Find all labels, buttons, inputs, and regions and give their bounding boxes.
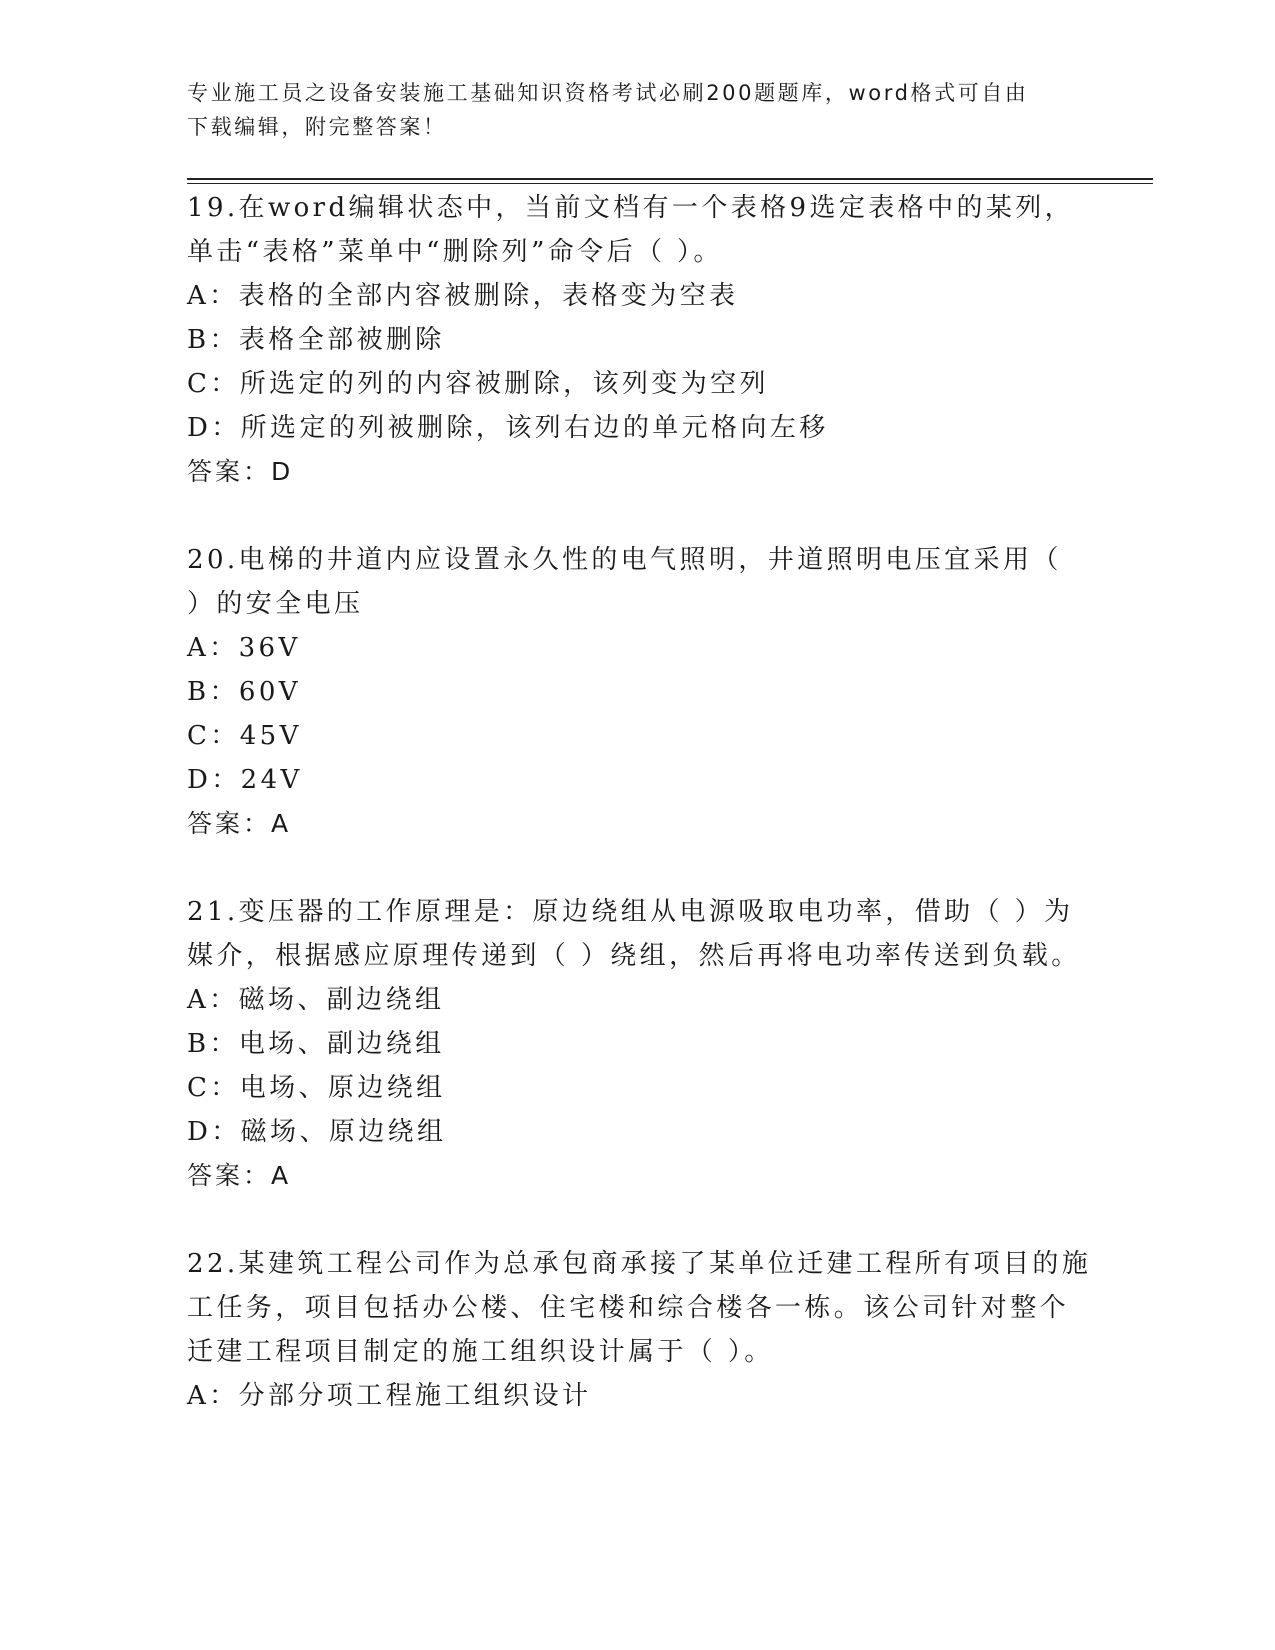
option-b: B：表格全部被删除	[187, 325, 445, 355]
question-stem-line: 媒介，根据感应原理传递到（ ）绕组，然后再将电功率传送到负载。	[187, 941, 1081, 971]
header-title-line-2: 下载编辑，附完整答案！	[187, 115, 447, 139]
option-a: A：表格的全部内容被删除，表格变为空表	[187, 281, 739, 311]
document-header	[187, 76, 1087, 144]
option-d: D：24V	[187, 765, 303, 795]
option-b: B：电场、副边绕组	[187, 1029, 445, 1059]
question-stem-line: 21.变压器的工作原理是：原边绕组从电源吸取电功率，借助（ ）为	[187, 897, 1074, 927]
option-a: A：分部分项工程施工组织设计	[187, 1381, 592, 1411]
option-c: C：所选定的列的内容被删除，该列变为空列	[187, 369, 769, 399]
question-stem-line: 22.某建筑工程公司作为总承包商承接了某单位迁建工程所有项目的施	[187, 1249, 1092, 1279]
header-divider-thick	[187, 178, 1153, 180]
option-c: C：45V	[187, 721, 302, 751]
option-b: B：60V	[187, 677, 301, 707]
question-stem-line: 工任务，项目包括办公楼、住宅楼和综合楼各一栋。该公司针对整个	[187, 1293, 1070, 1323]
question-stem-line: 单击“表格”菜单中“删除列”命令后（ ）。	[187, 237, 723, 267]
question-stem-line: 迁建工程项目制定的施工组织设计属于（ ）。	[187, 1337, 774, 1367]
option-c: C：电场、原边绕组	[187, 1073, 446, 1103]
option-d: D：磁场、原边绕组	[187, 1117, 447, 1147]
question-stem-line: ）的安全电压	[187, 589, 364, 619]
answer-label: 答案：A	[187, 1161, 292, 1190]
option-a: A：36V	[187, 633, 301, 663]
option-d: D：所选定的列被删除，该列右边的单元格向左移	[187, 413, 829, 443]
answer-label: 答案：A	[187, 809, 292, 838]
option-a: A：磁场、副边绕组	[187, 985, 445, 1015]
question-stem-line: 20.电梯的井道内应设置永久性的电气照明，井道照明电压宜采用（	[187, 545, 1062, 575]
header-title-line-1: 专业施工员之设备安装施工基础知识资格考试必刷200题题库，word格式可自由	[187, 81, 1029, 105]
answer-label: 答案：D	[187, 457, 294, 486]
header-divider-thin	[187, 183, 1153, 184]
question-stem-line: 19.在word编辑状态中，当前文档有一个表格9选定表格中的某列，	[187, 193, 1075, 223]
